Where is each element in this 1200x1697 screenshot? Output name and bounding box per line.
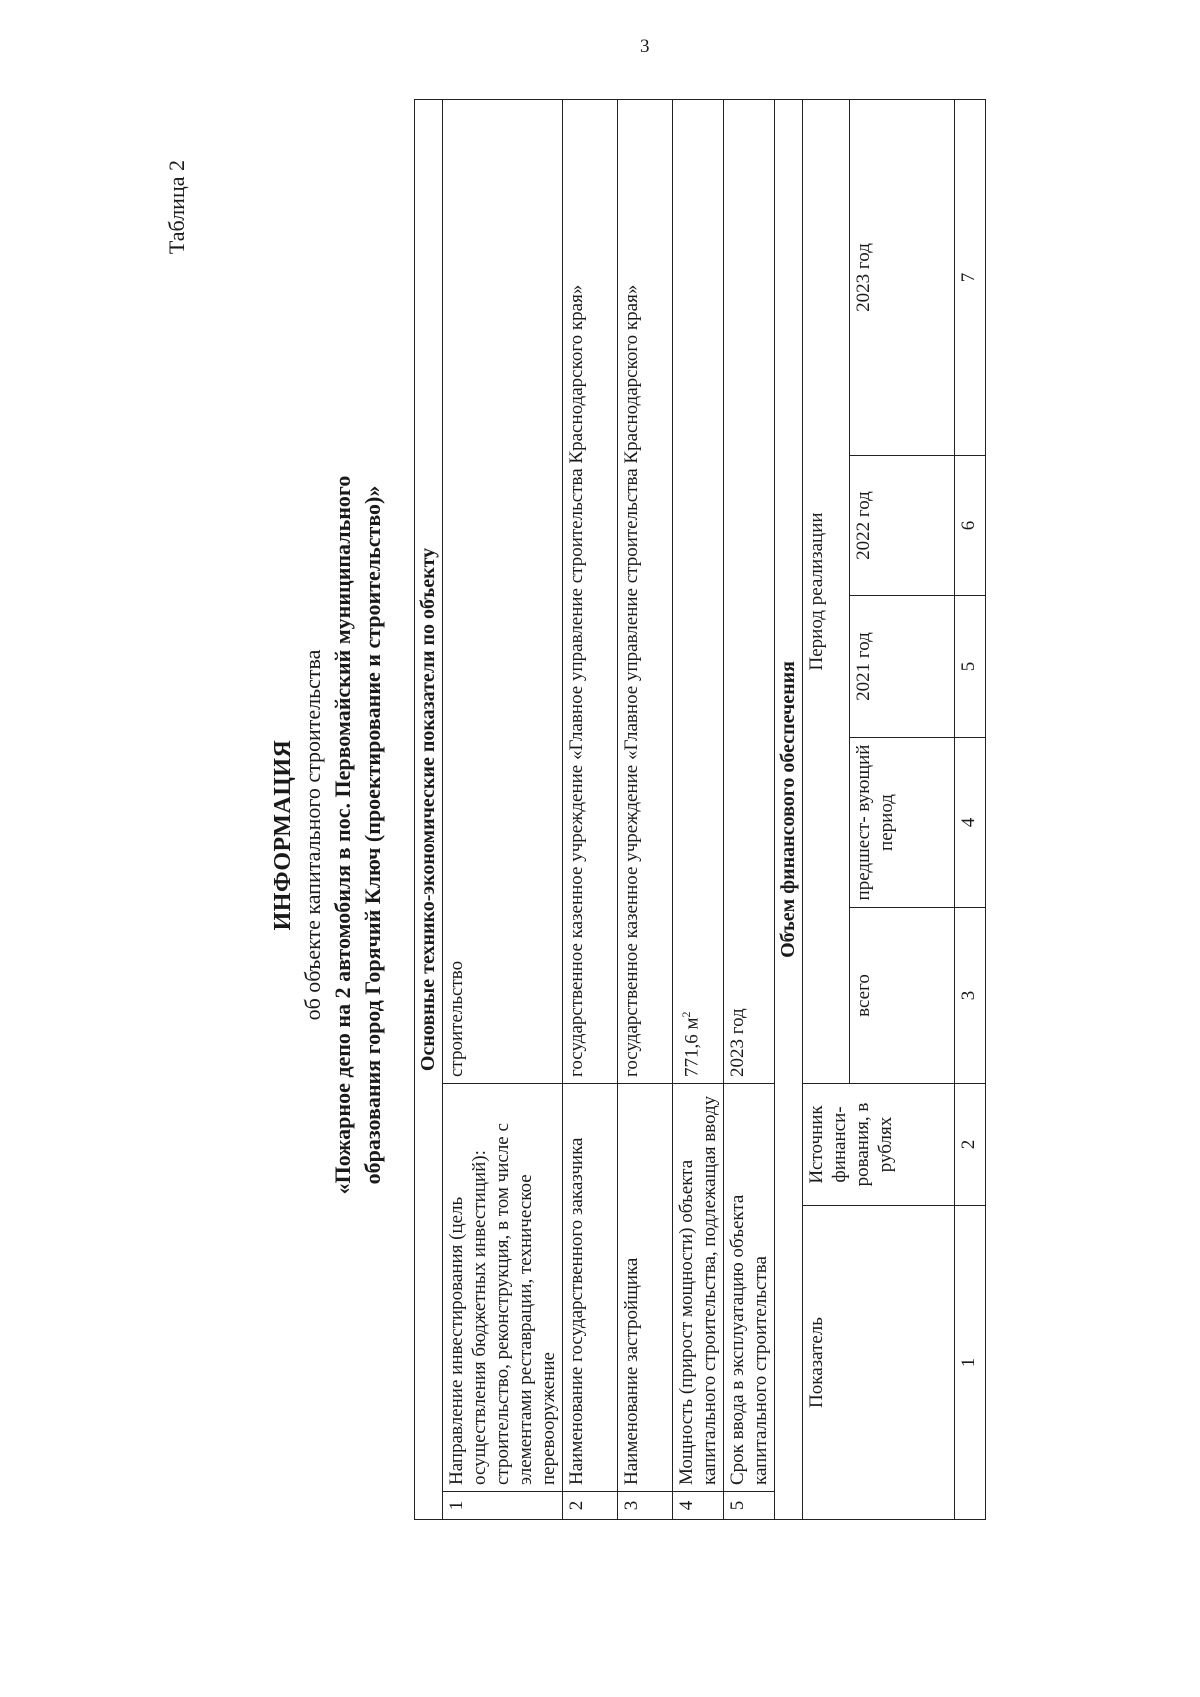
row-label: Наименование государственного заказчика xyxy=(563,1084,618,1492)
document-heading xyxy=(268,80,388,1590)
rotated-page-content xyxy=(160,80,1060,1590)
row-number: 3 xyxy=(618,1492,673,1520)
section2-header-row xyxy=(775,99,803,1519)
col-indicator: Показатель xyxy=(803,1206,955,1520)
row-label: Наименование застройщика xyxy=(618,1084,673,1492)
index-cell: 6 xyxy=(955,456,986,596)
row-value: строительство xyxy=(443,99,563,1083)
index-cell: 1 xyxy=(955,1206,986,1520)
section1-title: Основные технико-экономические показатели по объекту xyxy=(415,99,443,1519)
row-value xyxy=(673,99,724,1083)
table-row xyxy=(724,99,775,1519)
table-row xyxy=(563,99,618,1519)
index-cell: 2 xyxy=(955,1084,986,1206)
capacity-unit-exponent: 2 xyxy=(679,1011,693,1018)
info-table xyxy=(414,99,986,1520)
col-source: Источник финанси- рования, в рублях xyxy=(803,1084,955,1206)
col-prev-period: предшест- вующий период xyxy=(850,738,955,908)
section1-header-row xyxy=(415,99,443,1519)
table-row xyxy=(443,99,563,1519)
row-number: 1 xyxy=(443,1492,563,1520)
table-row xyxy=(618,99,673,1519)
col-period: Период реализации xyxy=(803,99,850,1083)
row-label: Направление инвестирования (цель осуществления бюджетных инвестиций): строительство, реконструкция, в том числе с элементами реставрации, техническое перевооружение xyxy=(443,1084,563,1492)
col-2021: 2021 год xyxy=(850,596,955,738)
heading-subtitle: об объекте капитального строительства xyxy=(300,649,325,1021)
section2-title: Объем финансового обеспечения xyxy=(775,99,803,1519)
col-total: всего xyxy=(850,908,955,1084)
finance-header-row xyxy=(803,99,850,1519)
index-cell: 5 xyxy=(955,596,986,738)
row-value: 2023 год xyxy=(724,99,775,1083)
row-number: 2 xyxy=(563,1492,618,1520)
row-number: 4 xyxy=(673,1492,724,1520)
table-row xyxy=(673,99,724,1519)
row-number: 5 xyxy=(724,1492,775,1520)
index-cell: 3 xyxy=(955,908,986,1084)
table-label: Таблица 2 xyxy=(164,160,189,255)
row-value: государственное казенное учреждение «Главное управление строительства Краснодарского края» xyxy=(563,99,618,1083)
capacity-value: 771,6 м xyxy=(681,1017,703,1077)
col-2022: 2022 год xyxy=(850,456,955,596)
col-2023: 2023 год xyxy=(850,99,955,455)
finance-index-row xyxy=(955,99,986,1519)
page-number: 3 xyxy=(640,36,650,57)
row-value: государственное казенное учреждение «Главное управление строительства Краснодарского края» xyxy=(618,99,673,1083)
heading-title: ИНФОРМАЦИЯ xyxy=(270,739,296,931)
row-label: Срок ввода в эксплуатацию объекта капитального строительства xyxy=(724,1084,775,1492)
heading-object-line-2: образования город Горячий Ключ (проектирование и строительство)» xyxy=(360,485,385,1185)
heading-object-line-1: «Пожарное депо на 2 автомобиля в пос. Первомайский муниципального xyxy=(330,475,355,1195)
row-label: Мощность (прирост мощности) объекта капитального строительства, подлежащая вводу xyxy=(673,1084,724,1492)
index-cell: 4 xyxy=(955,738,986,908)
index-cell: 7 xyxy=(955,99,986,455)
